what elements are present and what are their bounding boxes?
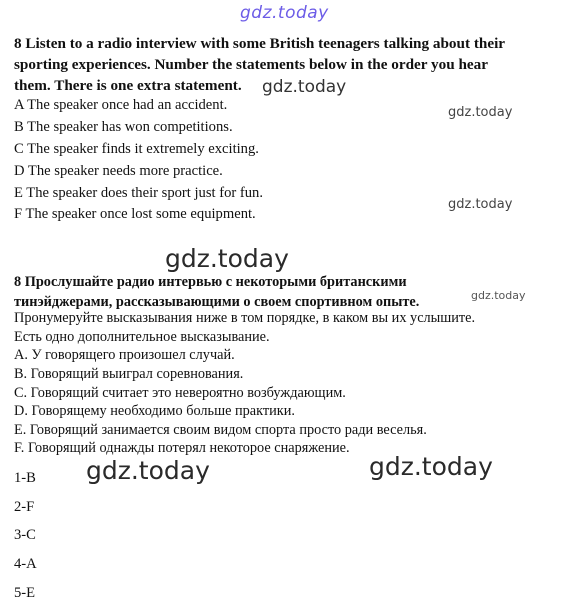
russian-statement-d: D. Говорящему необходимо больше практики. — [14, 403, 295, 419]
watermark-english-heading: gdz.today — [262, 77, 347, 97]
russian-instruction-line-2: Есть одно дополнительное высказывание. — [14, 329, 270, 345]
russian-instruction-line-1: Пронумеруйте высказывания ниже в том порядке, в каком вы их услышите. — [14, 310, 476, 326]
english-statement-f: F The speaker once lost some equipment. — [14, 206, 256, 222]
english-heading-line-1: 8 Listen to a radio interview with some British teenagers talking about their — [14, 35, 506, 52]
russian-statement-a: A. У говорящего произошел случай. — [14, 347, 235, 363]
watermark-bottom-right: gdz.today — [369, 452, 493, 481]
russian-statement-f: F. Говорящий однажды потерял некоторое снаряжение. — [14, 440, 350, 456]
english-statement-b: B The speaker has won competitions. — [14, 119, 233, 135]
answer-2: 2-F — [14, 499, 35, 515]
russian-heading-line-1: 8 Прослушайте радио интервью с некоторыми британскими — [14, 274, 407, 290]
english-heading-line-2: sporting experiences. Number the statements below in the order you hear — [14, 56, 488, 73]
english-statement-d: D The speaker needs more practice. — [14, 163, 223, 179]
answer-3: 3-C — [14, 527, 36, 543]
answer-4: 4-A — [14, 556, 37, 572]
watermark-top: gdz.today — [240, 3, 329, 23]
answer-1: 1-B — [14, 470, 36, 486]
answer-5: 5-E — [14, 585, 36, 601]
watermark-russian-heading: gdz.today — [471, 289, 526, 302]
watermark-english-right-2: gdz.today — [448, 197, 513, 212]
russian-statement-b: B. Говорящий выиграл соревнования. — [14, 366, 244, 382]
english-statement-e: E The speaker does their sport just for fun. — [14, 185, 263, 201]
russian-task-heading — [14, 272, 544, 312]
english-heading-line-3: them. There is one extra statement. — [14, 77, 242, 94]
english-statement-c: C The speaker finds it extremely exciting. — [14, 141, 259, 157]
watermark-bottom-left: gdz.today — [86, 456, 210, 485]
russian-heading-line-2: тинэйджерами, рассказывающими о своем спортивном опыте. — [14, 294, 420, 310]
russian-statement-e: E. Говорящий занимается своим видом спорта просто ради веселья. — [14, 422, 427, 438]
english-statement-a: A The speaker once had an accident. — [14, 97, 228, 113]
watermark-english-right-1: gdz.today — [448, 105, 513, 120]
watermark-center-big: gdz.today — [165, 244, 289, 273]
russian-statement-c: C. Говорящий считает это невероятно возбуждающим. — [14, 385, 346, 401]
